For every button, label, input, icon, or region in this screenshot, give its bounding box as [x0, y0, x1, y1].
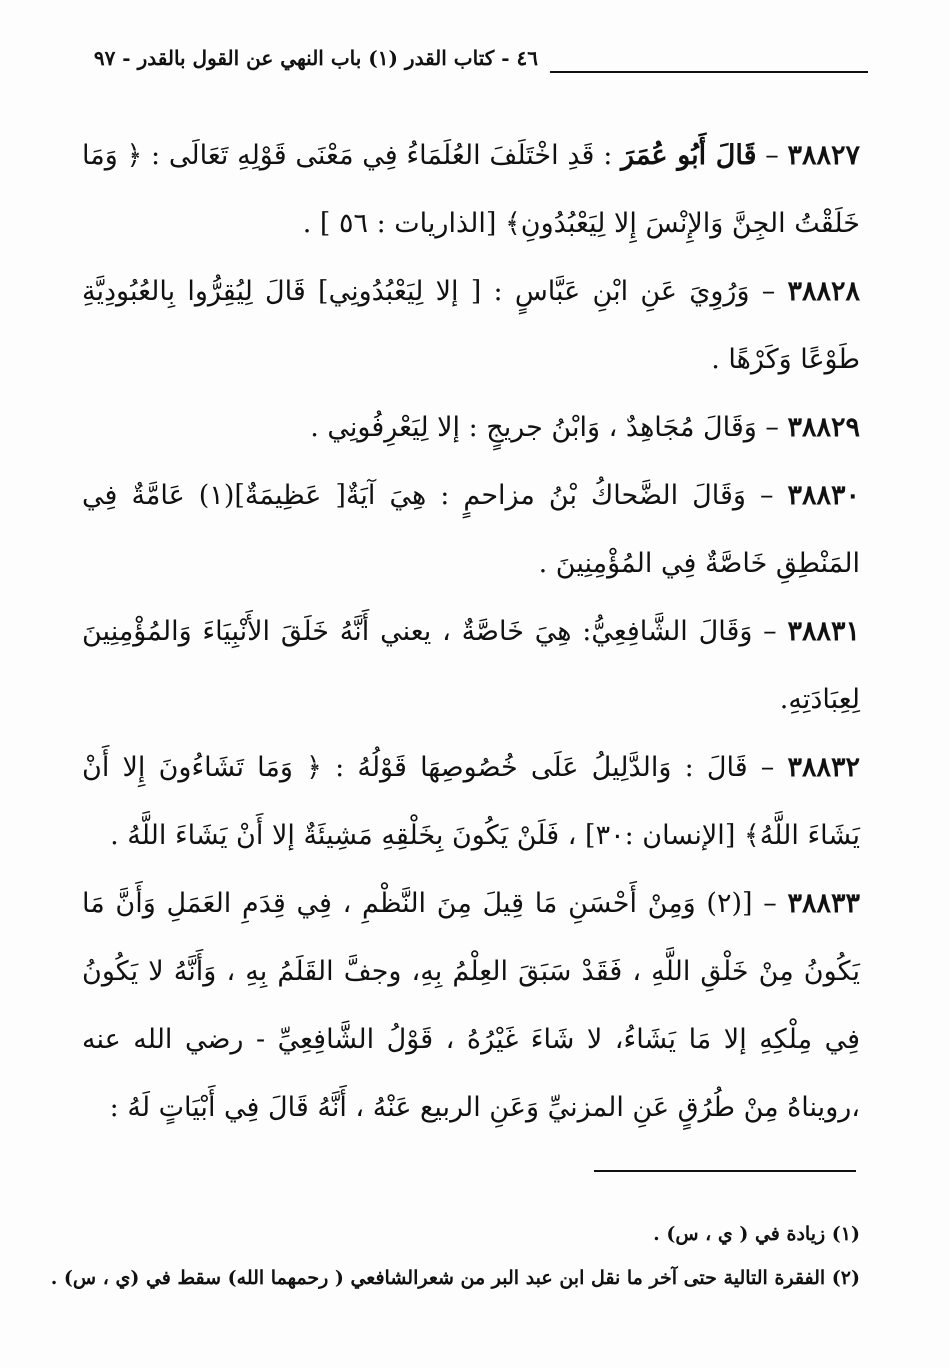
- paragraph-text: [(٢) وَمِنْ أَحْسَنِ مَا قِيلَ مِنَ النَّظْمِ ، فِي قِدَمِ العَمَلِ وَأَنَّ مَا يَكُونُ مِنْ خَلْقِ اللَّهِ ، فَقَدْ سَبَقَ العِلْمُ بِهِ، وجفَّ القَلَمُ بِهِ ، وَأَنَّهُ لا يَكُونُ فِي مِلْكِهِ إلا مَا يَشَاءُ، لا شَاءَ غَيْرُهُ ، قَوْلُ الشَّافِعِيِّ - رضي الله عنه ،رويناهُ مِنْ طُرُقٍ عَنِ المزنيِّ وَعَنِ الربيع عَنْهُ ، أَنَّهُ قَالَ فِي أَبْيَاتٍ لَهُ :: [82, 888, 860, 1123]
- paragraph-38828: ٣٨٨٢٨ – وَرُوِيَ عَنِ ابْنِ عَبَّاسٍ : [ إلا لِيَعْبُدُونِي] قَالَ لِيُقِرُّوا بِالعُبُودِيَّةِ طَوْعًا وَكَرْهًا .: [82, 276, 860, 375]
- paragraph-38830: ٣٨٨٣٠ – وَقَالَ الضَّحاكُ بْنُ مزاحمٍ : هِيَ آيَةٌ[ عَظِيمَةٌ](١) عَامَّةٌ فِي المَنْطِقِ خَاصَّةٌ فِي المُؤْمِنِينَ .: [82, 480, 860, 579]
- paragraph-text: : قَدِ اخْتَلَفَ العُلَمَاءُ فِي مَعْنَى قَوْلِهِ تَعَالَى : ﴿ وَمَا خَلَقْتُ الجِنَّ وَالإِنْسَ إِلا لِيَعْبُدُونِ﴾ [الذاريات : ٥٦ ] .: [82, 140, 860, 239]
- paragraph-number: ٣٨٨٣٣: [787, 888, 860, 919]
- paragraph-38833: ٣٨٨٣٣ – [(٢) وَمِنْ أَحْسَنِ مَا قِيلَ مِنَ النَّظْمِ ، فِي قِدَمِ العَمَلِ وَأَنَّ مَا يَكُونُ مِنْ خَلْقِ اللَّهِ ، فَقَدْ سَبَقَ العِلْمُ بِهِ، وجفَّ القَلَمُ بِهِ ، وَأَنَّهُ لا يَكُونُ فِي مِلْكِهِ إلا مَا يَشَاءُ، لا شَاءَ غَيْرُهُ ، قَوْلُ الشَّافِعِيِّ - رضي الله عنه ،رويناهُ مِنْ طُرُقٍ عَنِ المزنيِّ وَعَنِ الربيع عَنْهُ ، أَنَّهُ قَالَ فِي أَبْيَاتٍ لَهُ :: [82, 888, 860, 1123]
- footnote-1: (١) زيادة في ( ي ، س) .: [653, 1223, 860, 1245]
- footnote-2: (٢) الفقرة التالية حتى آخر ما نقل ابن عبد البر من شعرالشافعي ( رحمهما الله) سقط في (ي ، س) .: [50, 1267, 860, 1289]
- paragraph-38832: ٣٨٨٣٢ – قَالَ : وَالدَّلِيلُ عَلَى خُصُوصِهَا قَوْلُهُ : ﴿ وَمَا تَشَاءُونَ إِلا أَنْ يَشَاءَ اللَّهُ﴾ [الإنسان :٣٠] ، فَلَنْ يَكُونَ بِخَلْقِهِ مَشِيئَةٌ إلا أَنْ يَشَاءَ اللَّهُ .: [82, 752, 861, 851]
- paragraph-38829: ٣٨٨٢٩ – وَقَالَ مُجَاهِدٌ ، وَابْنُ جريجٍ : إلا لِيَعْرِفُونِي .: [310, 412, 860, 443]
- paragraph-text: وَرُوِيَ عَنِ ابْنِ عَبَّاسٍ : [ إلا لِيَعْبُدُونِي] قَالَ لِيُقِرُّوا بِالعُبُودِيَّةِ طَوْعًا وَكَرْهًا .: [82, 276, 860, 375]
- paragraph-text: وَقَالَ مُجَاهِدٌ ، وَابْنُ جريجٍ : إلا لِيَعْرِفُونِي .: [310, 412, 757, 443]
- paragraph-38831: ٣٨٨٣١ – وَقَالَ الشَّافِعِيُّ: هِيَ خَاصَّةٌ ، يعني أَنَّهُ خَلَقَ الأَنْبِيَاءَ وَالمُؤْمِنِينَ لِعِبَادَتِهِ.: [82, 616, 860, 715]
- main-text: [82, 122, 860, 1142]
- paragraph-text: وَقَالَ الشَّافِعِيُّ: هِيَ خَاصَّةٌ ، يعني أَنَّهُ خَلَقَ الأَنْبِيَاءَ وَالمُؤْمِنِينَ لِعِبَادَتِهِ.: [82, 616, 860, 715]
- paragraph-38827: ٣٨٨٢٧ – قَالَ أَبُو عُمَرَ : قَدِ اخْتَلَفَ العُلَمَاءُ فِي مَعْنَى قَوْلِهِ تَعَالَى : ﴿ وَمَا خَلَقْتُ الجِنَّ وَالإِنْسَ إِلا لِيَعْبُدُونِ﴾ [الذاريات : ٥٦ ] .: [82, 140, 860, 239]
- running-header: [78, 44, 868, 84]
- header-rule: [550, 71, 868, 73]
- paragraph-number: ٣٨٨٣١: [787, 616, 860, 647]
- paragraph-number: ٣٨٨٣٢: [787, 752, 861, 783]
- paragraph-number: ٣٨٨٢٧: [787, 140, 860, 171]
- paragraph-text: وَقَالَ الضَّحاكُ بْنُ مزاحمٍ : هِيَ آيَةٌ[ عَظِيمَةٌ](١) عَامَّةٌ فِي المَنْطِقِ خَاصَّةٌ فِي المُؤْمِنِينَ .: [82, 480, 860, 579]
- header-title: ٤٦ - كتاب القدر (١) باب النهي عن القول بالقدر - ٩٧: [93, 46, 538, 70]
- footnote-rule: [594, 1170, 856, 1172]
- paragraph-number: ٣٨٨٢٨: [787, 276, 860, 307]
- paragraph-lead: قَالَ أَبُو عُمَرَ: [621, 140, 757, 171]
- footnotes: [50, 1212, 860, 1300]
- paragraph-text: قَالَ : وَالدَّلِيلُ عَلَى خُصُوصِهَا قَوْلُهُ : ﴿ وَمَا تَشَاءُونَ إِلا أَنْ يَشَاءَ اللَّهُ﴾ [الإنسان :٣٠] ، فَلَنْ يَكُونَ بِخَلْقِهِ مَشِيئَةٌ إلا أَنْ يَشَاءَ اللَّهُ .: [82, 752, 860, 851]
- paragraph-number: ٣٨٨٢٩: [787, 412, 860, 443]
- paragraph-number: ٣٨٨٣٠: [787, 480, 860, 511]
